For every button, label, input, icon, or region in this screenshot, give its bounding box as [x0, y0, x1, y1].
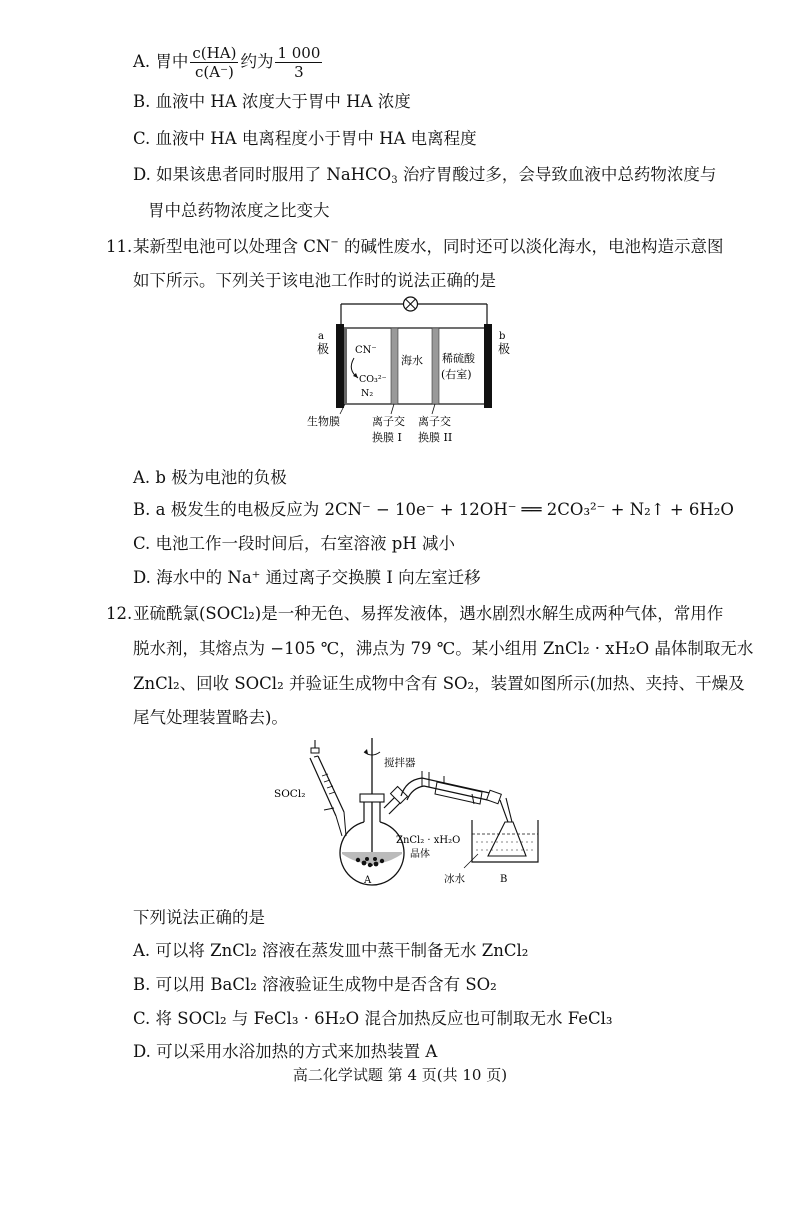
value-fraction [275, 44, 322, 81]
bulb-icon [404, 297, 418, 311]
q10-a-prefix: A. 胃中 [133, 52, 189, 71]
q11-stem-line2: 如下所示。下列关于该电池工作时的说法正确的是 [133, 271, 496, 290]
b-label: b [499, 331, 506, 342]
q10-option-a [133, 44, 324, 81]
q12-option-d: D. 可以采用水浴加热的方式来加热装置 A [133, 1042, 438, 1061]
crystal-label-1: ZnCl₂ · xH₂O [396, 835, 461, 846]
a-pole: 极 [317, 342, 330, 356]
seawater-label: 海水 [401, 354, 423, 367]
q12-stem-line1: 亚硫酰氯(SOCl₂)是一种无色、易挥发液体，遇水剧烈水解生成两种气体，常用作 [133, 604, 724, 623]
q11-option-b: B. a 极发生的电极反应为 2CN⁻ − 10e⁻ + 12OH⁻ ══ 2CO₃²⁻ + N₂↑ + 6H₂O [133, 500, 734, 519]
acid-label: 稀硫酸 [442, 352, 475, 365]
value-numerator: 1 000 [277, 44, 321, 62]
stirrer-label: 搅拌器 [384, 757, 416, 769]
beaker-b-label: B [500, 874, 508, 885]
ice-water-label: 冰水 [444, 873, 465, 885]
ratio-denominator: c(A⁻) [194, 63, 234, 81]
a-label: a [318, 331, 324, 342]
membrane-2 [432, 328, 439, 404]
q12-number: 12. [106, 604, 133, 623]
co3-label: CO₃²⁻ [359, 374, 387, 385]
battery-diagram [305, 296, 530, 448]
q10-option-d [133, 164, 716, 186]
ratio-fraction [190, 44, 238, 81]
value-denominator: 3 [294, 63, 304, 81]
crystal-label-2: 晶体 [410, 849, 430, 860]
q10-option-c: C. 血液中 HA 电离程度小于胃中 HA 电离程度 [133, 129, 477, 148]
q11-number: 11. [106, 237, 133, 256]
membrane1-label-1: 离子交 [372, 415, 405, 428]
right-room-label: (右室) [441, 368, 472, 381]
ratio-numerator: c(HA) [192, 44, 237, 62]
dropping-funnel [310, 740, 346, 836]
q11-stem1-post: 的碱性废水，同时还可以淡化海水，电池构造示意图 [338, 237, 724, 256]
q11-option-c: C. 电池工作一段时间后，右室溶液 pH 减小 [133, 534, 455, 553]
q12-option-c: C. 将 SOCl₂ 与 FeCl₃ · 6H₂O 混合加热反应也可制取无水 FeCl₃ [133, 1009, 613, 1028]
q12-option-b: B. 可以用 BaCl₂ 溶液验证生成物中是否含有 SO₂ [133, 975, 497, 994]
electrode-a [336, 324, 344, 408]
flask-a-label: A [364, 875, 372, 886]
q11-stem1-sup: − [330, 237, 339, 248]
page-footer: 高二化学试题 第 4 页(共 10 页) [292, 1066, 508, 1084]
b-pole: 极 [498, 342, 511, 356]
cn-label: CN⁻ [355, 345, 377, 356]
q10-a-mid: 约为 [240, 52, 274, 71]
membrane1-label-2: 换膜 I [372, 431, 402, 444]
q12-stem-line2: 脱水剂，其熔点为 −105 ℃，沸点为 79 ℃。某小组用 ZnCl₂ · xH₂O 晶体制取无水 [133, 639, 754, 658]
n2-label: N₂ [361, 388, 374, 399]
q11-stem1-pre: 某新型电池可以处理含 CN [133, 237, 331, 256]
q12-ask: 下列说法正确的是 [133, 908, 265, 927]
biofilm-label: 生物膜 [307, 415, 340, 428]
socl2-label: SOCl₂ [274, 788, 306, 800]
q11-stem-line1 [133, 236, 723, 258]
membrane-1 [391, 328, 398, 404]
adapter [487, 790, 512, 822]
q12-stem-line3: ZnCl₂、回收 SOCl₂ 并验证生成物中含有 SO₂，装置如图所示(加热、夹持、干燥及 [133, 674, 745, 693]
electrode-b [484, 324, 492, 408]
q11-option-a: A. b 极为电池的负极 [133, 468, 287, 487]
q10-option-b: B. 血液中 HA 浓度大于胃中 HA 浓度 [133, 92, 411, 111]
q12-option-a: A. 可以将 ZnCl₂ 溶液在蒸发皿中蒸干制备无水 ZnCl₂ [133, 941, 529, 960]
apparatus-diagram [272, 738, 544, 890]
q10-d-pre: D. 如果该患者同时服用了 NaHCO [133, 165, 392, 184]
membrane2-label-2: 换膜 II [418, 431, 453, 444]
q10-d-post: 治疗胃酸过多，会导致血液中总药物浓度与 [397, 165, 717, 184]
q10-option-d-cont: 胃中总药物浓度之比变大 [148, 201, 330, 220]
q10-d-sub: 3 [391, 175, 398, 186]
beaker-b [472, 820, 538, 862]
q11-option-d: D. 海水中的 Na⁺ 通过离子交换膜 I 向左室迁移 [133, 568, 481, 587]
condenser [401, 771, 494, 804]
biofilm-layer [344, 328, 347, 404]
q12-stem-line4: 尾气处理装置略去)。 [133, 708, 288, 727]
membrane2-label-1: 离子交 [418, 415, 451, 428]
